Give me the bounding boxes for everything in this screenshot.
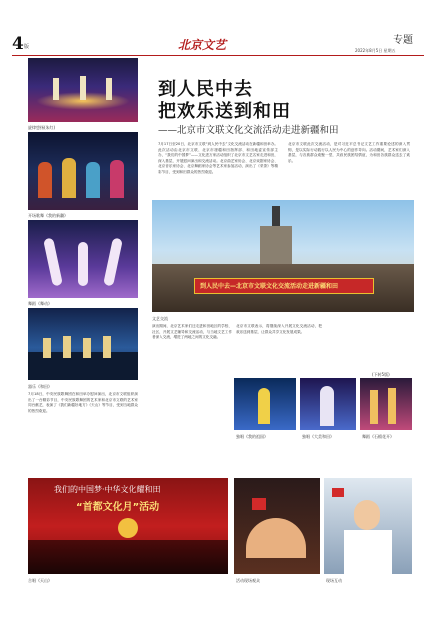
article-title-line1: 到人民中去 — [158, 79, 253, 100]
audience-photo-1 — [234, 478, 320, 574]
article-para-5: 北京市文联表示，将继续深入开展文化交流活动，把欢乐送到基层，让群众共享文化发展成果。 — [236, 324, 322, 334]
caption-2: 开场歌舞《我的新疆》 — [28, 213, 68, 218]
page-suffix: 版 — [24, 44, 30, 50]
stage-photo-2 — [28, 132, 138, 210]
article-para-1: 7月17日至20日，北京市文联“到人民中去”文化交流活动在新疆和田举办。此次活动由北京市文联、北京市援疆和田指挥部、和田地委宣传部主办，“我们的中国梦”——文化进万家活动组织了北京市文艺名家走进和田，深入基层，开展慰问演出和交流活动。北京曲艺家协会、北京戏剧家协会、北京音乐家协会、北京舞蹈家协会等艺术家参加活动，演出了《采茶》等精彩节目，受到和田群众的热烈欢迎。 — [158, 142, 278, 174]
stage-photo-3 — [28, 220, 138, 298]
article-para-2: 北京市文联此次交流活动，是对习近平总书记文艺工作重要论述的深入贯彻，是以实际行动践行以人民为中心的创作导向。活动期间，艺术家们深入基层，与各族群众欢聚一堂，共叙民族团结情谊，为和田各族群众送去了欢乐。 — [288, 142, 410, 163]
audience-photo-2 — [324, 478, 412, 574]
caption-9: 合唱《天山》 — [28, 578, 52, 583]
caption-5: 文艺交流 — [152, 316, 168, 321]
article-subtitle: ——北京市文联文化交流活动走进新疆和田 — [158, 125, 339, 136]
stage-photo-5 — [234, 378, 296, 430]
caption-10: 活动现场观众 — [236, 578, 260, 583]
continue-note: (下转5版) — [372, 372, 390, 377]
article-para-4: 演出期间，北京艺术家们还走进和田地区的学校、社区，开展文艺辅导和交流活动，与当地文艺工作者深入交流，增进了两地之间的文化交融。 — [152, 324, 232, 340]
group-photo — [152, 200, 414, 312]
event-title-line2: “首都文化月”活动 — [76, 502, 160, 513]
caption-6: 独唱《我的祖国》 — [236, 434, 268, 439]
masthead: 北京文艺 — [178, 38, 227, 52]
event-title-line1: 我们的中国梦·中华文化耀和田 — [54, 485, 161, 494]
caption-4: 器乐《和田》 — [28, 384, 52, 389]
caption-11: 现场互动 — [326, 578, 342, 583]
stage-photo-4 — [28, 308, 138, 380]
stage-photo-1 — [28, 58, 138, 122]
banner-text: 到人民中去—北京市文联文化交流活动走进新疆和田 — [200, 283, 339, 290]
stage-photo-7 — [360, 378, 412, 430]
caption-3: 舞蹈《舞动》 — [28, 301, 52, 306]
page-number: 4 — [12, 34, 24, 54]
caption-1: 旋律悠扬(朱红) — [28, 125, 56, 130]
caption-8: 舞蹈《石榴花开》 — [362, 434, 394, 439]
article-para-3: 7月18日，中央民族歌舞团在和田举办慰问演出，北京市文联组织演出了一台精彩节目，中央民族歌舞团的艺术家和北京市文联的艺术家同台献艺，表演了《我们新疆好地方》《天山》等节目，受到当地群众的热烈欢迎。 — [28, 392, 138, 413]
caption-7: 独唱《大美和田》 — [302, 434, 334, 439]
issue-date: 2022年8月5日 星期五 — [355, 48, 396, 53]
stage-photo-6 — [300, 378, 356, 430]
header-rule — [12, 55, 424, 56]
article-title-line2: 把欢乐送到和田 — [158, 101, 291, 122]
section-title: 专题 — [393, 35, 413, 46]
